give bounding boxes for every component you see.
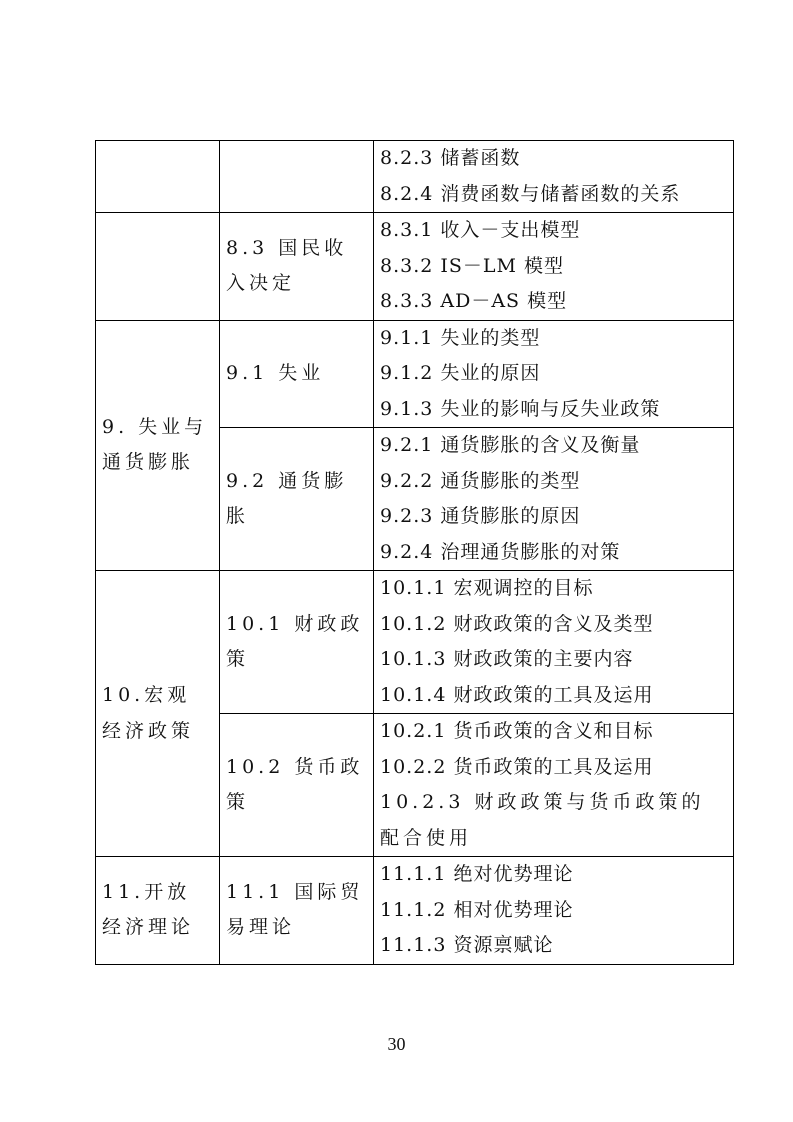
topic-item: 10.1.4 财政政策的工具及运用 [380, 683, 654, 706]
table-row [96, 213, 734, 321]
topics-cell [374, 320, 734, 428]
topic-item: 11.1.1 绝对优势理论 [380, 863, 574, 885]
topic-item: 8.2.3 储蓄函数 [380, 147, 521, 169]
topic-item: 8.3.2 IS－LM 模型 [380, 254, 565, 277]
section-cell [220, 857, 374, 965]
chapter-cell [96, 857, 220, 965]
topic-item: 9.2.2 通货膨胀的类型 [380, 469, 581, 492]
section-cell [220, 141, 374, 213]
topics-cell [374, 714, 734, 857]
topics-cell [374, 213, 734, 321]
topic-item: 10.1.2 财政政策的含义及类型 [380, 612, 654, 635]
section-cell [220, 714, 374, 857]
section-label: 9.1 失业 [226, 362, 325, 384]
topic-item: 10.1.1 宏观调控的目标 [380, 577, 594, 599]
topic-item: 9.2.1 通货膨胀的含义及衡量 [380, 434, 641, 456]
topic-item: 10.2.1 货币政策的含义和目标 [380, 720, 654, 742]
topic-item: 11.1.3 资源禀赋论 [380, 934, 554, 956]
table-row [96, 571, 734, 714]
topic-item: 10.2.3 财政政策与货币政策的配合使用 [380, 791, 705, 849]
section-label: 11.1 国际贸易理论 [226, 880, 364, 939]
section-label: 10.1 财政政策 [226, 612, 364, 670]
section-cell [220, 571, 374, 714]
section-label: 9.2 通货膨胀 [226, 469, 348, 527]
table-row [96, 141, 734, 213]
chapter-label: 9. 失业与通货膨胀 [102, 415, 208, 474]
chapter-label: 11.开放经济理论 [102, 880, 195, 939]
page-number: 30 [387, 1034, 406, 1054]
syllabus-table [95, 140, 734, 965]
section-label: 8.3 国民收入决定 [226, 236, 348, 295]
chapter-cell [96, 141, 220, 213]
section-label: 10.2 货币政策 [226, 755, 364, 813]
section-cell [220, 320, 374, 428]
topic-item: 8.3.1 收入－支出模型 [380, 219, 581, 241]
chapter-cell [96, 320, 220, 571]
section-cell [220, 213, 374, 321]
topics-cell [374, 571, 734, 714]
topics-cell [374, 428, 734, 571]
topic-item: 9.1.2 失业的原因 [380, 362, 541, 384]
topics-cell [374, 857, 734, 965]
section-cell [220, 428, 374, 571]
chapter-label: 10.宏观经济政策 [102, 684, 195, 742]
topic-item: 10.2.2 货币政策的工具及运用 [380, 755, 654, 778]
topic-item: 9.1.1 失业的类型 [380, 326, 541, 349]
topic-item: 8.3.3 AD－AS 模型 [380, 290, 568, 312]
table-row [96, 857, 734, 965]
topic-item: 10.1.3 财政政策的主要内容 [380, 648, 634, 670]
topic-item: 9.1.3 失业的影响与反失业政策 [380, 397, 661, 420]
topic-item: 9.2.3 通货膨胀的原因 [380, 505, 581, 527]
topic-item: 9.2.4 治理通货膨胀的对策 [380, 540, 621, 563]
topic-item: 8.2.4 消费函数与储蓄函数的关系 [380, 182, 681, 205]
chapter-cell [96, 213, 220, 321]
chapter-cell [96, 571, 220, 857]
topic-item: 11.1.2 相对优势理论 [380, 898, 574, 921]
topics-cell [374, 141, 734, 213]
table-row [96, 320, 734, 428]
